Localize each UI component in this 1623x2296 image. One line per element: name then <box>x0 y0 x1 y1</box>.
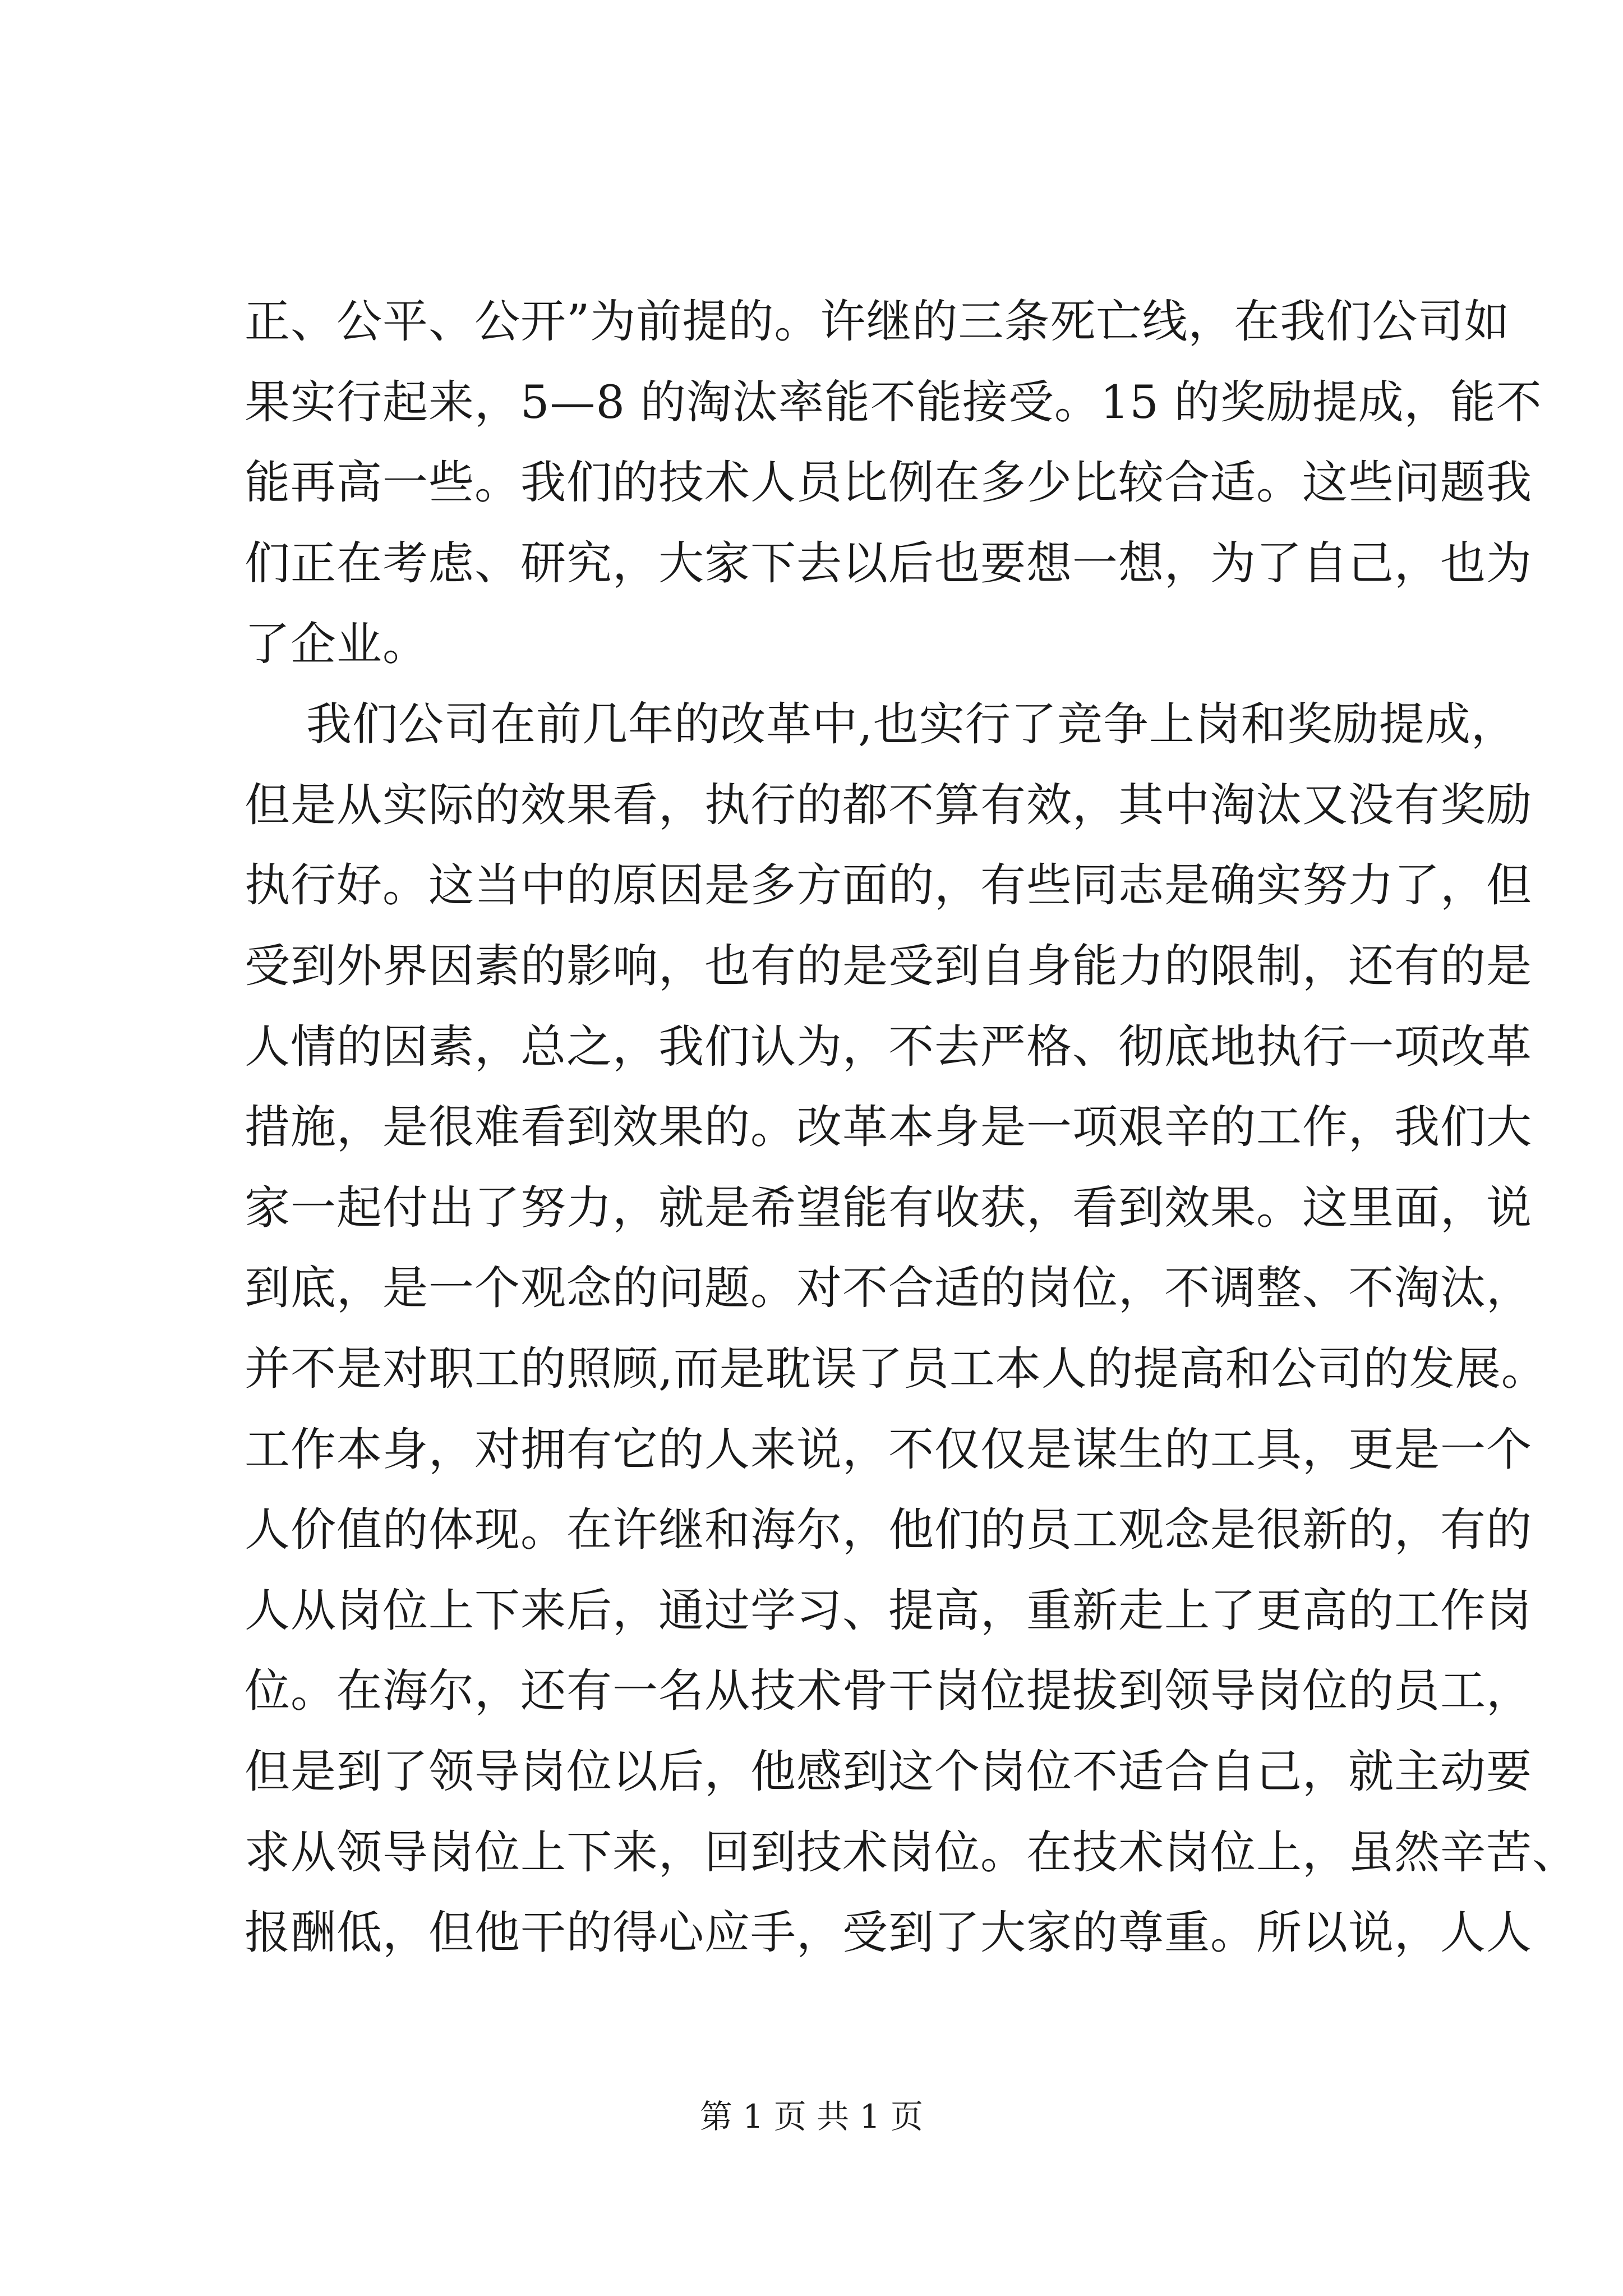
text-line: 位。在海尔，还有一名从技术骨干岗位提拔到领导岗位的员工， <box>245 1665 1533 1718</box>
text-line: 工作本身，对拥有它的人来说，不仅仅是谋生的工具，更是一个 <box>245 1424 1533 1476</box>
text-line: 执行好。这当中的原因是多方面的，有些同志是确实努力了，但 <box>245 859 1533 912</box>
text-line: 措施，是很难看到效果的。改革本身是一项艰辛的工作，我们大 <box>245 1101 1533 1154</box>
text-line: 但是到了领导岗位以后，他感到这个岗位不适合自己，就主动要 <box>245 1746 1533 1798</box>
text-line: 求从领导岗位上下来，回到技术岗位。在技术岗位上，虽然辛苦、 <box>245 1826 1579 1879</box>
text-line: 我们公司在前几年的改革中,也实行了竞争上岗和奖励提成， <box>306 698 1517 751</box>
text-line: 报酬低，但他干的得心应手，受到了大家的尊重。所以说，人人 <box>245 1907 1533 1959</box>
text-line: 能再高一些。我们的技术人员比例在多少比较合适。这些问题我 <box>245 457 1533 509</box>
text-line: 并不是对职工的照顾,而是耽误了员工本人的提高和公司的发展。 <box>245 1343 1547 1396</box>
text-line: 正、公平、公开”为前提的。许继的三条死亡线，在我们公司如 <box>245 296 1510 348</box>
text-line: 到底，是一个观念的问题。对不合适的岗位，不调整、不淘汰， <box>245 1262 1533 1315</box>
text-line: 人价值的体现。在许继和海尔，他们的员工观念是很新的，有的 <box>245 1504 1533 1557</box>
text-line: 人情的因素，总之，我们认为，不去严格、彻底地执行一项改革 <box>245 1021 1533 1074</box>
text-line: 人从岗位上下来后，通过学习、提高，重新走上了更高的工作岗 <box>245 1585 1533 1637</box>
text-line: 们正在考虑、研究，大家下去以后也要想一想，为了自己，也为 <box>245 537 1533 590</box>
text-line: 受到外界因素的影响，也有的是受到自身能力的限制，还有的是 <box>245 940 1533 993</box>
text-line: 果实行起来，5—8 的淘汰率能不能接受。15 的奖励提成，能不 <box>245 376 1542 429</box>
text-line: 了企业。 <box>245 618 429 671</box>
text-line: 但是从实际的效果看，执行的都不算有效，其中淘汰又没有奖励 <box>245 779 1533 832</box>
page-footer: 第 1 页 共 1 页 <box>700 2097 923 2136</box>
text-line: 家一起付出了努力，就是希望能有收获，看到效果。这里面，说 <box>245 1182 1533 1235</box>
